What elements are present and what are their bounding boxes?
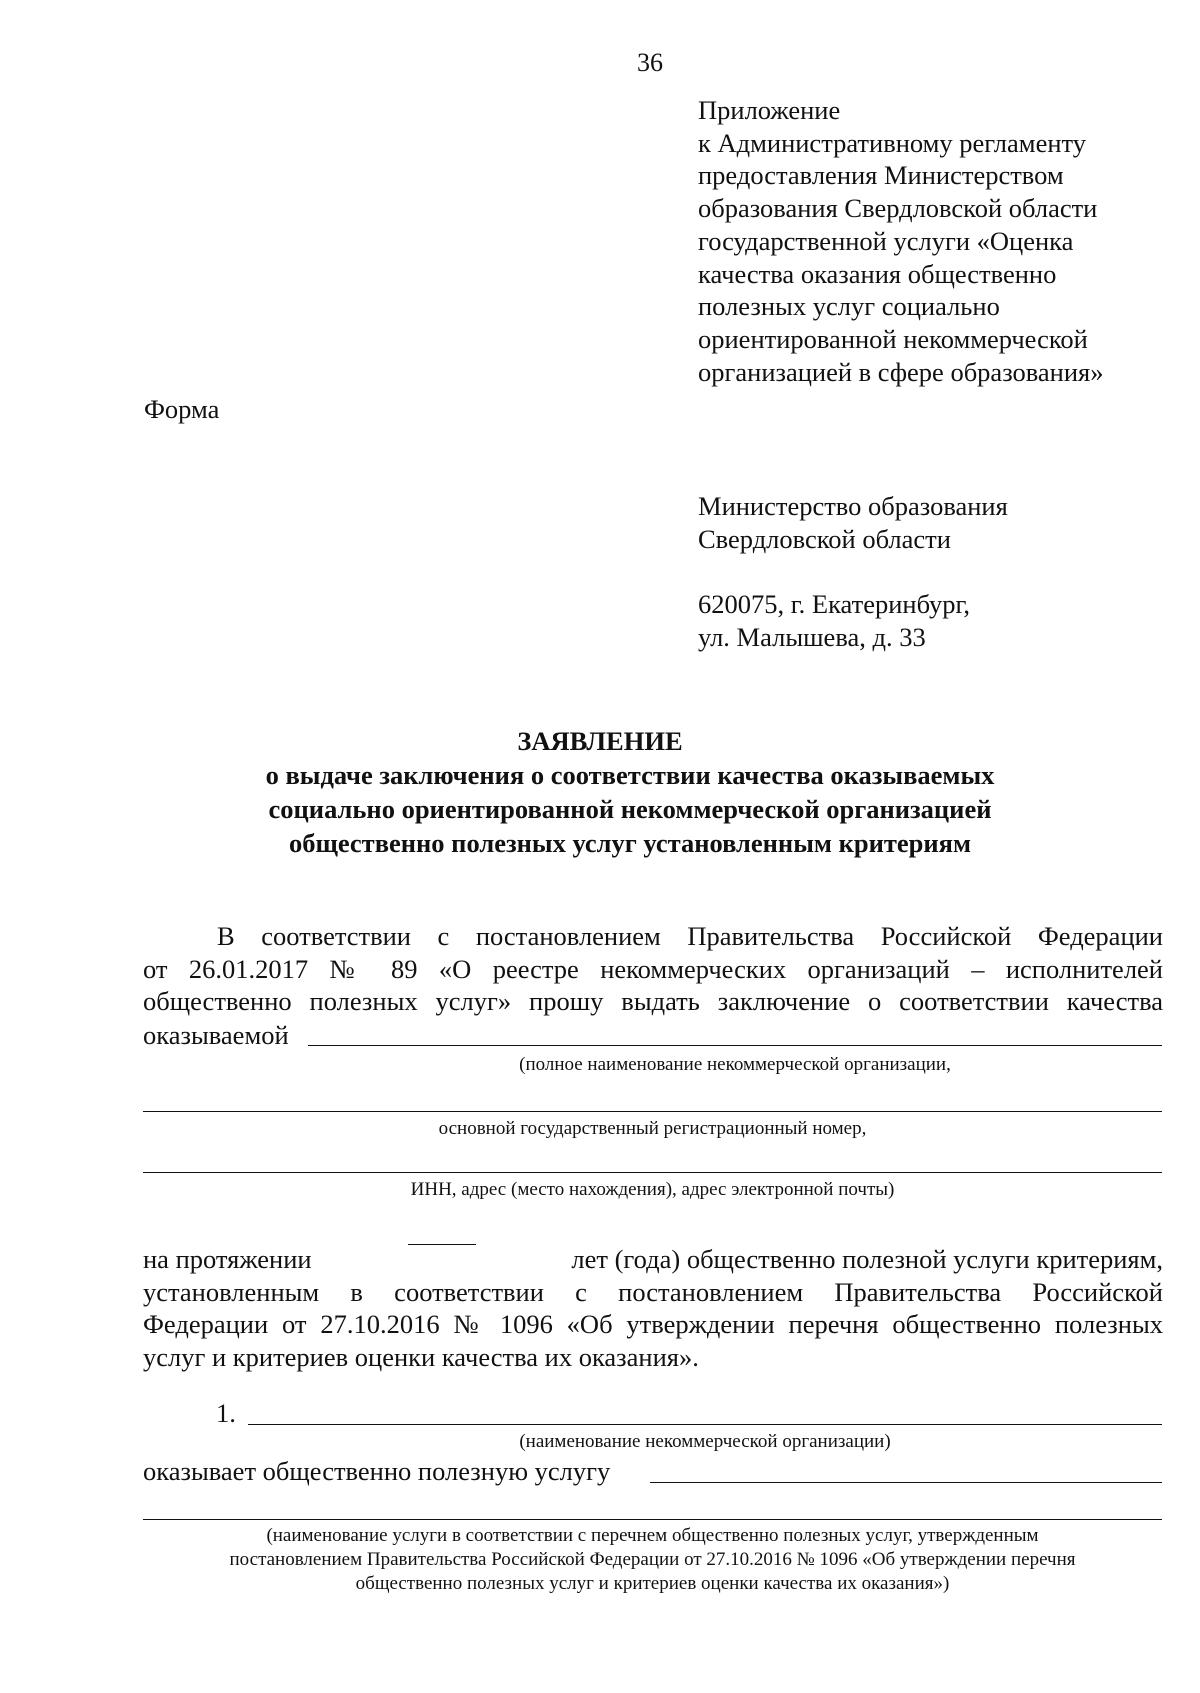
form-label: Форма [144, 394, 220, 424]
note-line: (наименование услуги в соответствии с перечнем общественно полезных услуг, утвержденным [266, 1525, 1039, 1546]
note-line: постановлением Правительства Российской Федерации от 27.10.2016 № 1096 «Об утверждении перечня [229, 1549, 1076, 1570]
inn-address-blank[interactable] [143, 1172, 1162, 1173]
appendix-line: предоставления Министерством [698, 160, 1064, 191]
appendix-line: качества оказания общественно [698, 258, 1057, 289]
paragraph-line: установленным в соответствии с постановлением Правительства Российской [143, 1276, 1163, 1307]
request-paragraph [143, 920, 1163, 1018]
ogrn-note: основной государственный регистрационный номер, [438, 1118, 867, 1139]
paragraph-line: услуг и критериев оценки качества их оказания». [143, 1341, 699, 1372]
paragraph-last-word: оказываемой [143, 1020, 289, 1050]
appendix-line: образования Свердловской области [698, 193, 1098, 224]
subtitle-line: общественно полезных услуг установленным критериям [288, 828, 972, 858]
appendix-line: организацией в сфере образования» [698, 356, 1104, 387]
paragraph-line: Федерации от 27.10.2016 № 1096 «Об утверждении перечня общественно полезных [143, 1309, 1163, 1339]
page-number: 36 [637, 48, 663, 77]
period-first-line [143, 1243, 1163, 1276]
recipient-line: Свердловской области [698, 523, 951, 554]
recipient-line: Министерство образования [698, 491, 1008, 521]
service-name-note [143, 1524, 1162, 1596]
note-line: общественно полезных услуг и критериев оценки качества их оказания») [355, 1573, 950, 1594]
period-pre: на протяжении [143, 1244, 312, 1274]
ogrn-blank[interactable] [143, 1111, 1162, 1112]
paragraph-line: от 26.01.2017 № 89 «О реестре некоммерческих организаций – исполнителей [143, 953, 1163, 984]
appendix-line: государственной услуги «Оценка [698, 225, 1074, 256]
paragraph-line: В соответствии с постановлением Правительства Российской Федерации [217, 921, 1163, 951]
appendix-line: ориентированной некоммерческой [698, 323, 1088, 354]
service-name-blank[interactable] [143, 1519, 1162, 1520]
provides-service-label: оказывает общественно полезную услугу [143, 1456, 611, 1486]
item-number: 1. [216, 1398, 236, 1428]
paragraph-line: общественно полезных услуг» прошу выдать заключение о соответствии качества [143, 986, 1163, 1016]
recipient-address [698, 588, 970, 653]
period-post: лет (года) общественно полезной услуги критериям, [571, 1244, 1163, 1274]
period-paragraph [143, 1243, 1163, 1373]
document-subtitle [200, 758, 1060, 860]
appendix-header [698, 94, 1103, 388]
appendix-line: к Административному регламенту [698, 127, 1086, 158]
years-blank[interactable] [408, 1243, 476, 1245]
org-full-name-note: (полное наименование некоммерческой организации, [519, 1054, 951, 1075]
item-org-blank[interactable] [248, 1424, 1162, 1425]
subtitle-line: социально ориентированной некоммерческой организацией [268, 794, 992, 824]
service-blank[interactable] [650, 1482, 1162, 1483]
appendix-line: полезных услуг социально [698, 291, 1000, 322]
document-title: ЗАЯВЛЕНИЕ [517, 726, 683, 756]
subtitle-line: о выдаче заключения о соответствии качества оказываемых [265, 760, 995, 790]
org-name-blank[interactable] [308, 1045, 1162, 1046]
inn-address-note: ИНН, адрес (место нахождения), адрес электронной почты) [410, 1179, 895, 1200]
address-line: ул. Малышева, д. 33 [698, 621, 926, 652]
org-name-note: (наименование некоммерческой организации) [519, 1431, 891, 1452]
address-line: 620075, г. Екатеринбург, [698, 589, 971, 619]
appendix-line: Приложение [698, 95, 841, 125]
recipient-name [698, 490, 1008, 555]
